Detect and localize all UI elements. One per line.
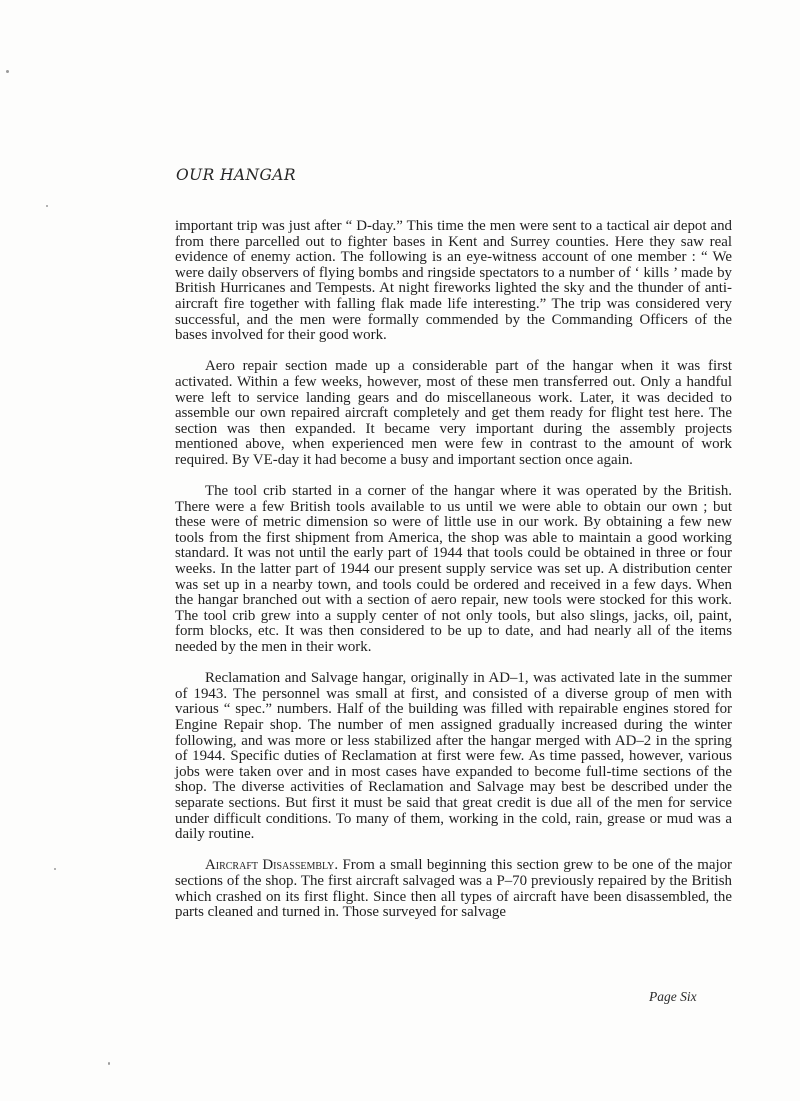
paragraph-2-text: Aero repair section made up a considerable part of the hangar when it was first activated. Within a few weeks, however, most of these men transferred out. Only a handful were left to service landing gears and do miscellaneous work. Later, it was decided to assemble our own repaired aircraft completely and get them ready for flight test here. The section was then expanded. It became very important during the assembly projects mentioned above, when experienced men were few in contrast to the amount of work required. By VE-day it had become a busy and important section once again. [175,358,732,468]
paragraph-3 [175,484,732,656]
paper-speck [54,868,56,870]
body-text [175,219,732,936]
paper-speck [46,205,48,207]
paragraph-5-text: From a small beginning this section grew to be one of the major sections of the shop. The first aircraft salvaged was a P–70 previously repaired by the British which crashed on its first flight. Since then all types of aircraft have been disassembled, the parts cleaned and turned in. Those surveyed for salvage [175,857,733,921]
running-head: OUR HANGAR [176,166,296,184]
paragraph-3-text: The tool crib started in a corner of the hangar where it was operated by the British. There were a few British tools available to us until we were able to obtain our own ; but these were of metric dimension so were of little use in our work. By obtaining a few new tools from the first shipment from America, the shop was able to maintain a good working standard. It was not until the early part of 1944 that tools could be obtained in three or four weeks. In the latter part of 1944 our present supply service was set up. A distribution center was set up in a nearby town, and tools could be ordered and received in a few days. When the hangar branched out with a section of aero repair, new tools were stocked for this work. The tool crib grew into a supply center of not only tools, but also slings, jacks, oil, paint, form blocks, etc. It was then considered to be up to date, and had nearly all of the items needed by the men in their work. [175,483,732,656]
paragraph-1-text: important trip was just after “ D-day.” This time the men were sent to a tactical air depot and from there parcelled out to fighter bases in Kent and Surrey counties. Here they saw real evidence of enemy action. The following is an eye-witness account of one member : “ We were daily observers of flying bombs and ringside spectators to a number of ‘ kills ’ made by British Hurricanes and Tempests. At night fireworks lighted the sky and the thunder of anti-aircraft fire together with falling flak made life interesting.” The trip was considered very successful, and the men were formally commended by the Commanding Officers of the bases involved for their good work. [175,218,732,344]
page-number: Page Six [649,989,697,1004]
paragraph-4 [175,671,732,843]
paragraph-5 [175,858,732,920]
paragraph-4-text: Reclamation and Salvage hangar, originally in AD–1, was activated late in the summer of 1943. The personnel was small at first, and consisted of a diverse group of men with various “ spec.” numbers. Half of the building was filled with repairable engines stored for Engine Repair shop. The number of men assigned gradually increased during the winter following, and was more or less stabilized after the hangar merged with AD–2 in the spring of 1944. Specific duties of Reclamation at first were few. As time passed, however, various jobs were taken over and in most cases have expanded to become full-time sections of the shop. The diverse activities of Reclamation and Salvage may best be described under the separate sections. But first it must be said that great credit is due all of the men for service under difficult conditions. To many of them, working in the cold, rain, grease or mud was a daily routine. [175,670,732,843]
paper-speck [6,70,9,73]
paragraph-2 [175,359,732,468]
paragraph-1 [175,219,732,344]
section-heading-aircraft-disassembly: Aircraft Disassembly. [205,857,339,874]
paper-speck [108,1062,110,1065]
